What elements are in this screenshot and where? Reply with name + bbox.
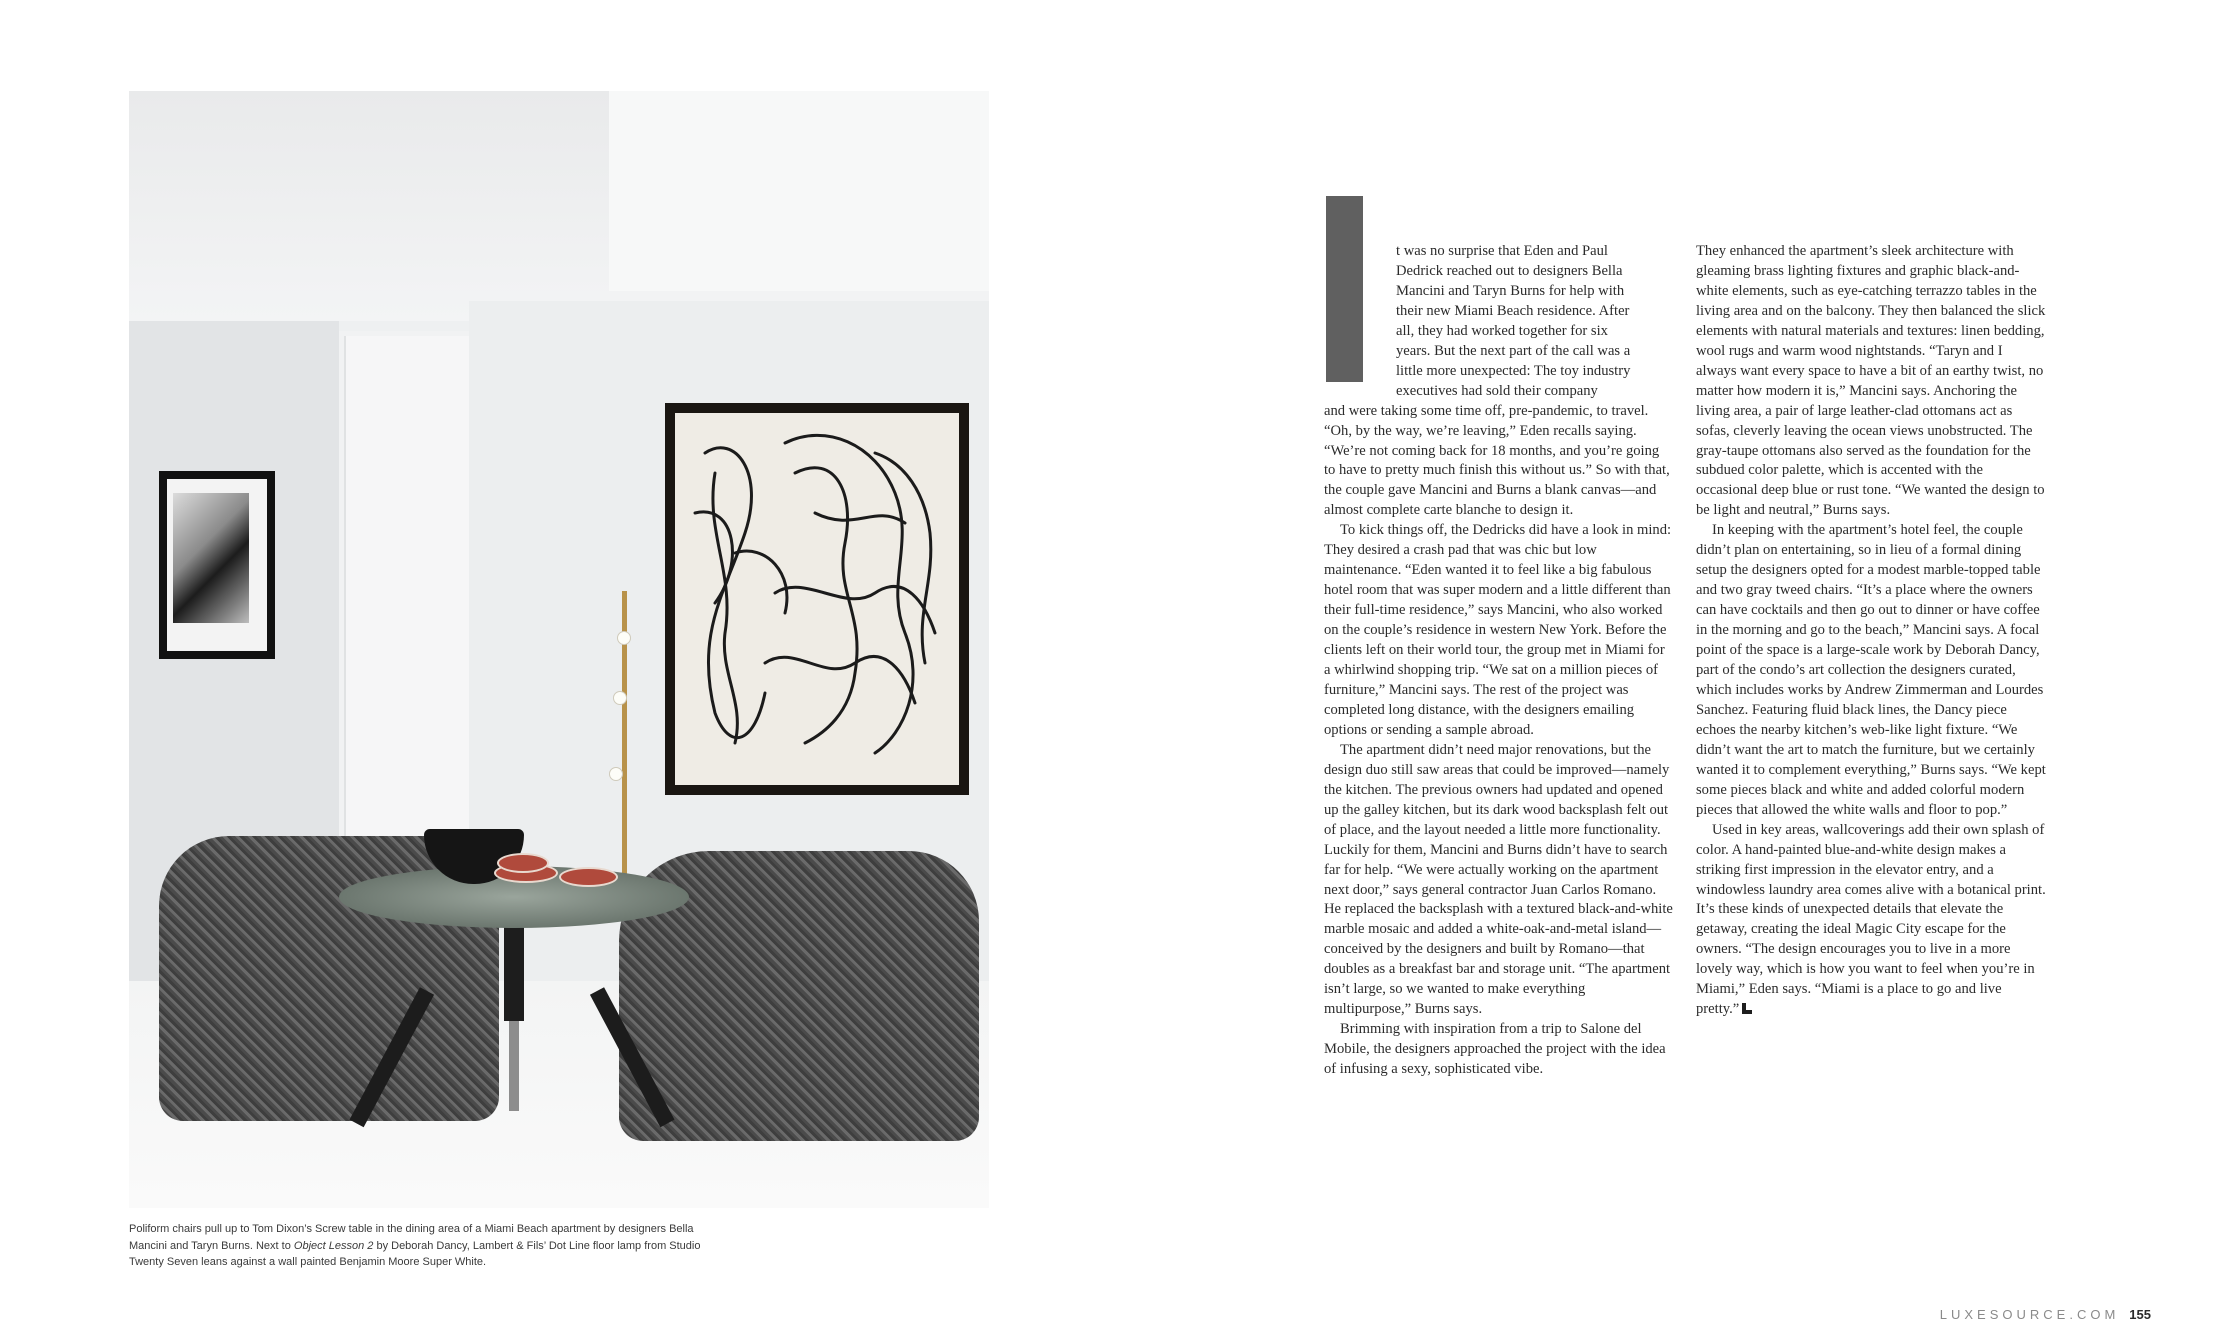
photo-caption bbox=[129, 1221, 719, 1271]
large-framed-artwork bbox=[665, 403, 969, 795]
article-paragraph-final bbox=[1696, 821, 2046, 1021]
caption-text: by Deborah Dancy, Lambert & Fils’ Dot Line floor lamp from Studio Twenty Seven leans against a wall painted Benjamin Moore Super White. bbox=[129, 1239, 701, 1268]
lead-line: years. But the next part of the call was a bbox=[1396, 342, 1631, 359]
red-plate bbox=[497, 853, 549, 873]
small-framed-photo bbox=[159, 471, 275, 659]
artwork-canvas bbox=[675, 413, 959, 785]
article-paragraph bbox=[1324, 242, 1674, 521]
red-plate bbox=[559, 867, 618, 887]
table-screw bbox=[509, 1021, 519, 1111]
lamp-bulb bbox=[613, 691, 627, 705]
abstract-line-drawing bbox=[675, 413, 959, 785]
small-art-image bbox=[173, 493, 249, 623]
lead-line: little more unexpected: The toy industry bbox=[1396, 362, 1631, 379]
lead-line: executives had sold their company bbox=[1396, 382, 1598, 399]
article-column-1 bbox=[1324, 242, 1674, 1080]
page-folio bbox=[1940, 1307, 2151, 1322]
page-number: 155 bbox=[2129, 1307, 2151, 1322]
article-paragraph: In keeping with the apartment’s hotel feel, the couple didn’t plan on entertaining, so in lieu of a formal dining setup the designers opted for a modest marble-topped table and two gray tweed chairs. “It’s a place where the owners can have cocktails and then go out to dinner or have coffee in the morning and go to the beach,” Mancini says. A focal point of the space is a large-scale work by Deborah Dancy, part of the condo’s art collection the designers curated, which includes works by Andrew Zimmerman and Lourdes Sanchez. Featuring fluid black lines, the Dancy piece echoes the nearby kitchen’s web-like light fixture. “We didn’t want the art to match the furniture, but we certainly wanted it to complement everything,” Burns says. “We kept some pieces black and white and added colorful modern pieces that allowed the white walls and floor to pop.” bbox=[1696, 522, 2046, 818]
lamp-bulb bbox=[609, 767, 623, 781]
caption-text: Poliform chairs pull up to Tom Dixon’s Screw table in the dining area of a Miami Beach apartment by designers Bella Mancini and Taryn Burns. Next to bbox=[129, 1223, 694, 1252]
site-url: LUXESOURCE.COM bbox=[1939, 1307, 2120, 1322]
lead-line: Mancini and Taryn Burns for help with bbox=[1396, 282, 1625, 299]
luxe-end-mark-icon bbox=[1742, 1003, 1752, 1014]
caption-artwork-title: Object Lesson 2 bbox=[293, 1239, 374, 1252]
article-column-2 bbox=[1696, 242, 2046, 1020]
lead-line: their new Miami Beach residence. After bbox=[1396, 302, 1630, 319]
lead-line: t was no surprise that Eden and Paul bbox=[1396, 243, 1608, 259]
lamp-bulb bbox=[617, 631, 631, 645]
article-paragraph: The apartment didn’t need major renovations, but the design duo still saw areas that could be improved—namely the kitchen. The previous owners had updated and opened up the galley kitchen, but its dark wood backsplash felt out of place, and the layout needed a little more functionality. Luckily for them, Mancini and Burns didn’t have to search far for help. “We were actually working on the apartment next door,” says general contractor Juan Carlos Romano. He replaced the backsplash with a textured black-and-white marble mosaic and added a white-oak-and-metal island—conceived by the designers and built by Romano—that doubles as a breakfast bar and storage unit. “The apartment isn’t large, so we wanted to make everything multipurpose,” Burns says. bbox=[1324, 741, 1673, 1018]
article-paragraph: To kick things off, the Dedricks did have a look in mind: They desired a crash pad that was chic but low maintenance. “Eden wanted it to feel like a big fabulous hotel room that was super modern and a little different than their full-time residence,” says Mancini, who also worked on the couple’s residence in western New York. Before the clients left on their world tour, the group met in Miami for a whirlwind shopping trip. “We sat on a million pieces of furniture,” Mancini says. The rest of the project was completed long distance, with the designers emailing options or sending a sample abroad. bbox=[1324, 522, 1672, 738]
lead-line: Dedrick reached out to designers Bella bbox=[1396, 262, 1623, 279]
lead-line: all, they had worked together for six bbox=[1396, 322, 1608, 339]
table-column bbox=[504, 921, 524, 1021]
dining-area-photo bbox=[129, 91, 989, 1208]
paragraph-text: Used in key areas, wallcoverings add their own splash of color. A hand-painted blue-and-white design makes a striking first impression in the elevator entry, and a windowless laundry area comes alive with a botanical print. It’s these kinds of unexpected details that elevate the getaway, creating the ideal Magic City escape for the owners. “The design encourages you to live in a more lovely way, which is how you want to feel when you’re in Miami,” Eden says. “Miami is a place to go and live pretty.” bbox=[1696, 821, 2046, 1018]
article-paragraph: Brimming with inspiration from a trip to Salone del Mobile, the designers approached the project with the idea of infusing a sexy, sophisticated vibe. bbox=[1324, 1021, 1666, 1078]
article-paragraph: They enhanced the apartment’s sleek architecture with gleaming brass lighting fixtures and graphic black-and-white elements, such as eye-catching terrazzo tables in the living area and on the balcony. They then balanced the slick elements with natural materials and textures: linen bedding, wool rugs and warm wood nightstands. “Taryn and I always want every space to have a bit of an earthy twist, no matter how modern it is,” Mancini says. Anchoring the living area, a pair of large leather-clad ottomans act as sofas, cleverly leaving the ocean views unobstructed. The gray-taupe ottomans also served as the foundation for the subdued color palette, which is accented with the occasional deep blue or rust tone. “We wanted the design to be light and neutral,” Burns says. bbox=[1696, 243, 2046, 519]
ceiling-recess bbox=[609, 91, 989, 291]
paragraph-text: and were taking some time off, pre-pandemic, to travel. “Oh, by the way, we’re leaving,” Eden recalls saying. “We’re not coming back for 18 months, and you’re going to have to pretty much finish this without us.” So with that, the couple gave Mancini and Burns a blank canvas—and almost complete carte blanche to design it. bbox=[1324, 402, 1670, 519]
